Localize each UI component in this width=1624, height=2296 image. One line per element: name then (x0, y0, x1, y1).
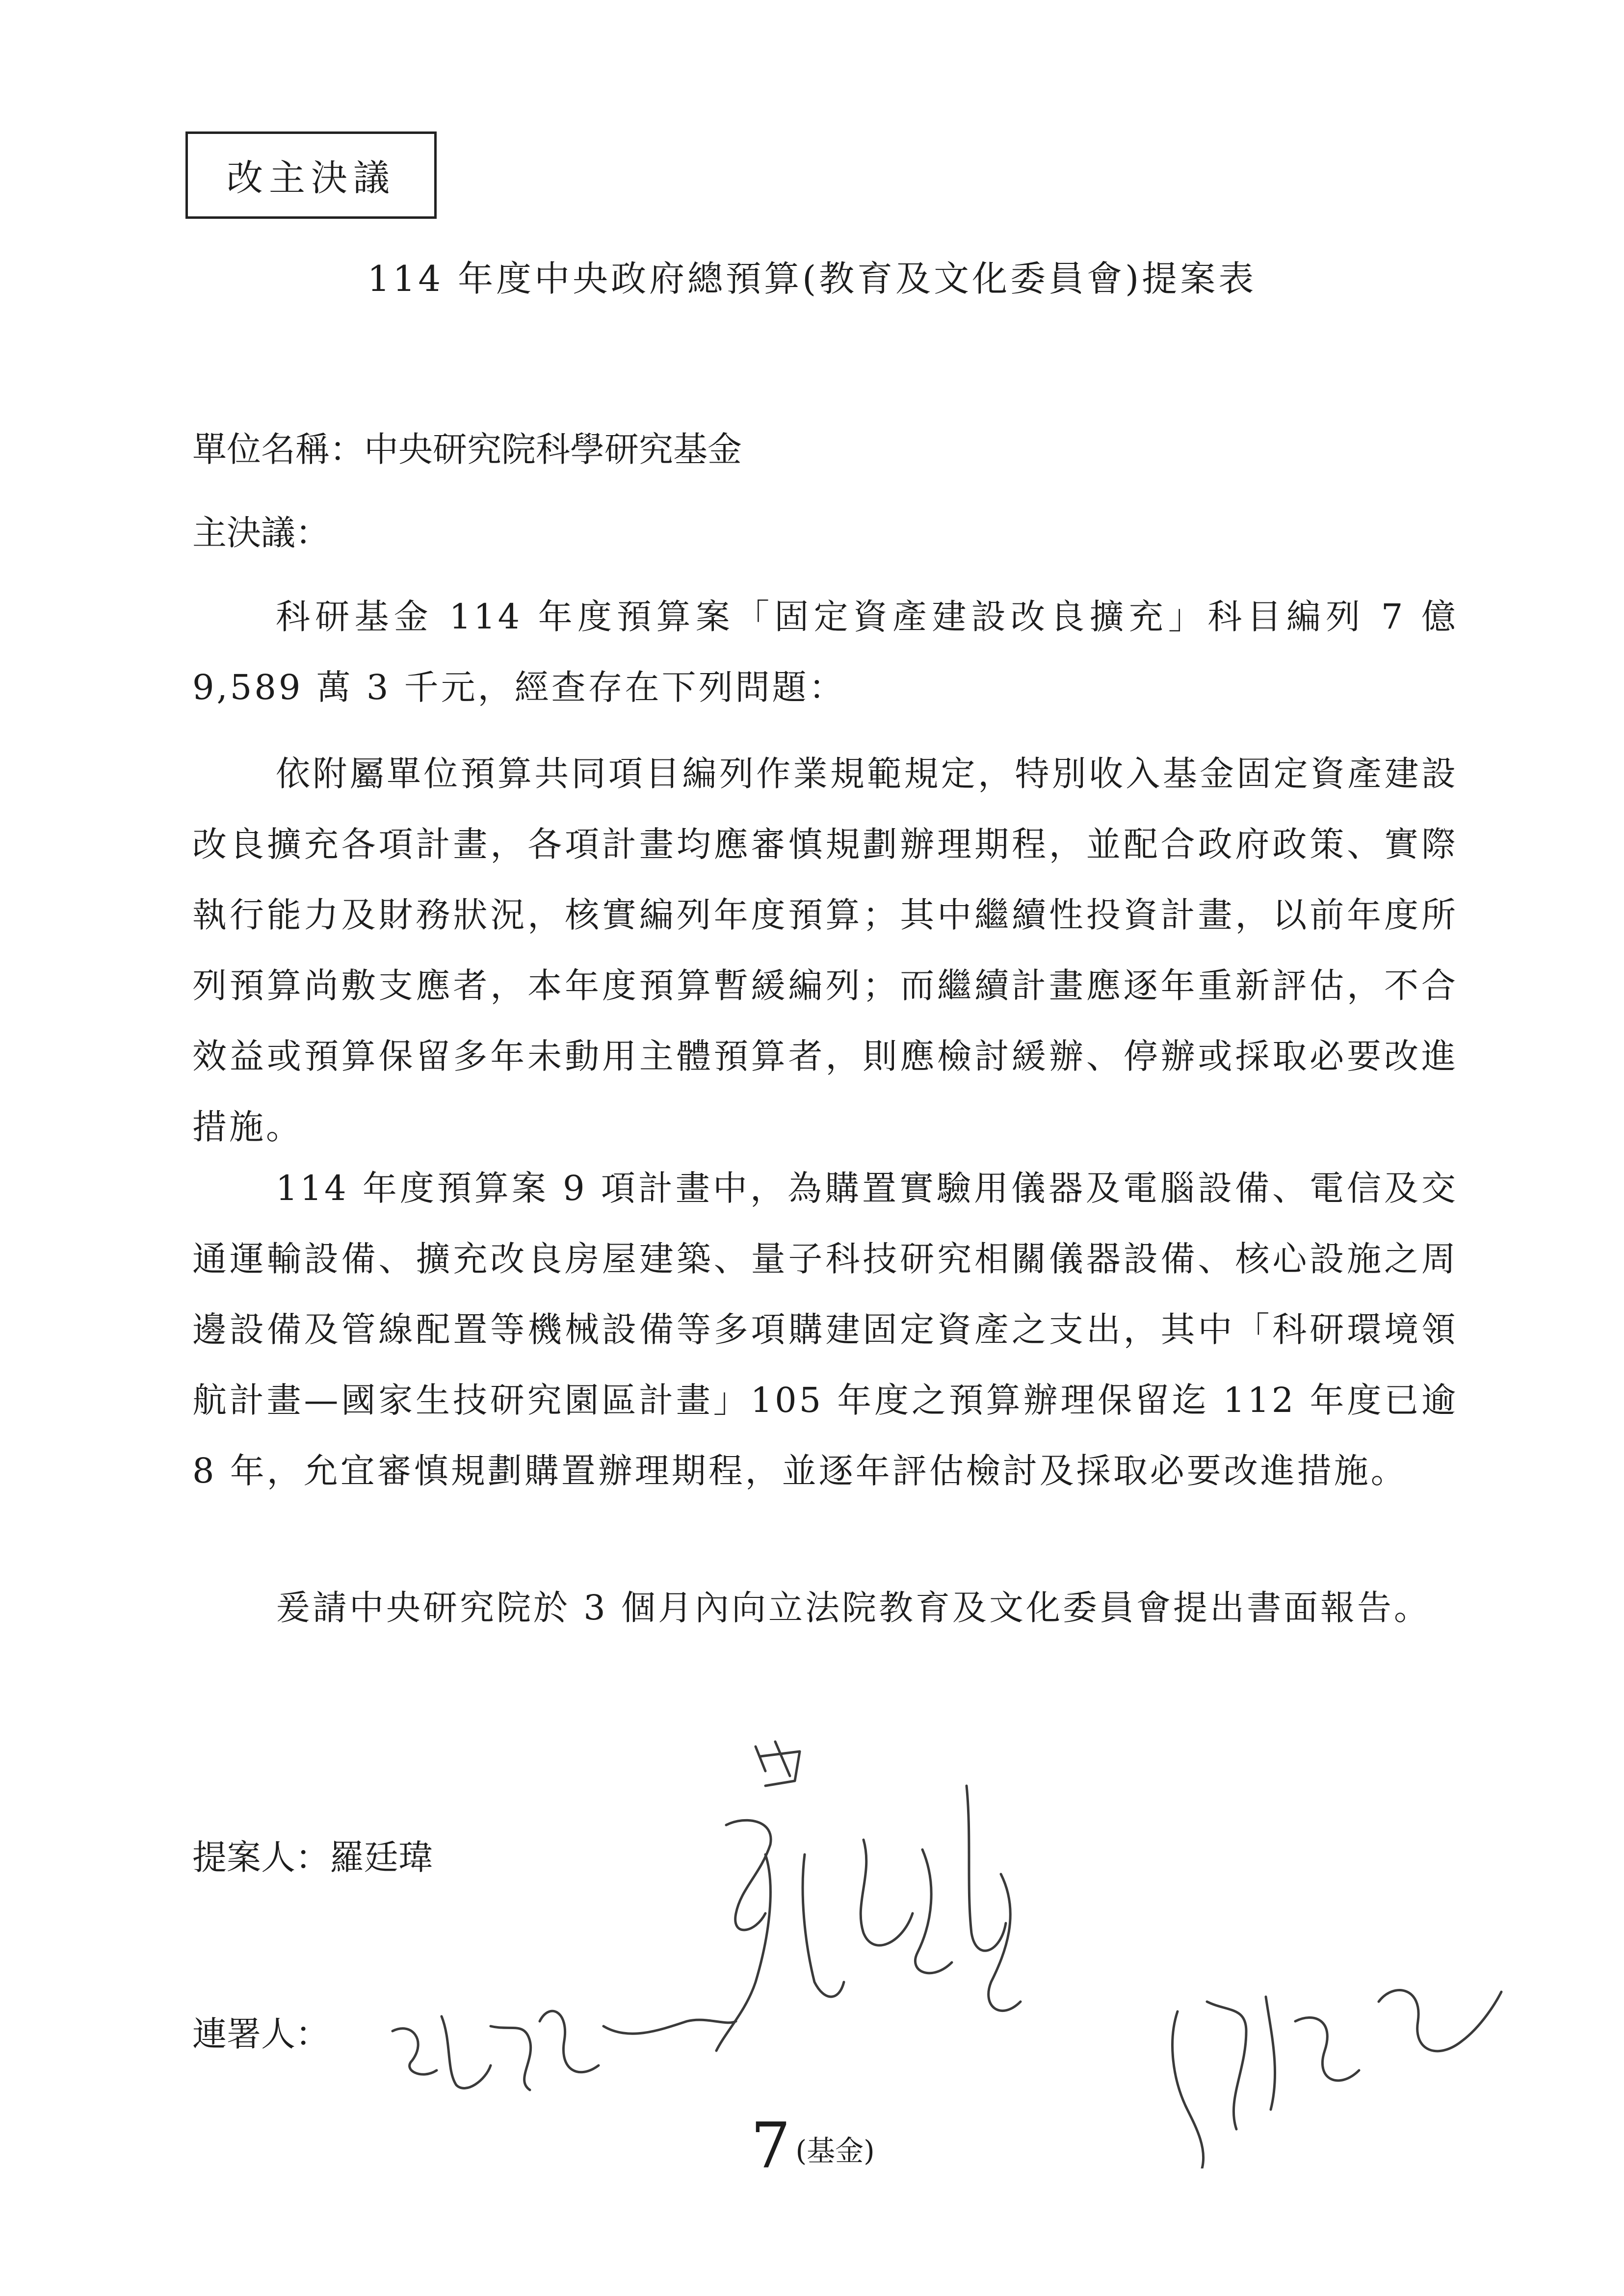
signature-cosigner-right (1173, 1990, 1501, 2168)
page-suffix: (基金) (795, 2134, 875, 2167)
signature-proposer (716, 1742, 1021, 2051)
stamp-box: 改主決議 (185, 131, 437, 219)
page-number: 7 (751, 2110, 791, 2183)
paragraph-4: 爰請中央研究院於 3 個月內向立法院教育及文化委員會提出書面報告。 (276, 1588, 1431, 1628)
paragraph-2: 依附屬單位預算共同項目編列作業規範規定，特別收入基金固定資產建設改良擴充各項計畫，各項計畫均應審慎規劃辦理期程，並配合政府政策、實際執行能力及財務狀況，核實編列年度預算；其中繼續性投資計畫，以前年度所列預算尚敷支應者，本年度預算暫緩編列；而繼續計畫應逐年重新評估，不合效益或預算保留多年未動用主體預算者，則應檢討緩辦、停辦或採取必要改進措施。 (192, 754, 1458, 1147)
cosigner-label: 連署人： (192, 2014, 330, 2054)
paragraph-1: 科研基金 114 年度預算案「固定資產建設改良擴充」科目編列 7 億 9,589 萬 3 千元，經查存在下列問題： (192, 597, 1458, 707)
signature-cosigner-left (393, 2011, 736, 2090)
resolution-label: 主決議： (192, 513, 330, 553)
unit-name-line: 單位名稱：中央研究院科學研究基金 (192, 429, 742, 470)
document-title: 114 年度中央政府總預算(教育及文化委員會)提案表 (367, 258, 1257, 299)
proposer-line: 提案人：羅廷瑋 (192, 1837, 433, 1878)
paragraph-3: 114 年度預算案 9 項計畫中，為購置實驗用儀器及電腦設備、電信及交通運輸設備、擴充改良房屋建築、量子科技研究相關儀器設備、核心設施之周邊設備及管線配置等機械設備等多項購建固定資產之支出，其中「科研環境領航計畫—國家生技研究園區計畫」105 年度之預算辦理保留迄 112 年度已逾 8 年，允宜審慎規劃購置辦理期程，並逐年評估檢討及採取必要改進措施。 (192, 1168, 1458, 1491)
page-footer (751, 2110, 875, 2183)
handwritten-signatures (383, 1727, 1511, 2168)
